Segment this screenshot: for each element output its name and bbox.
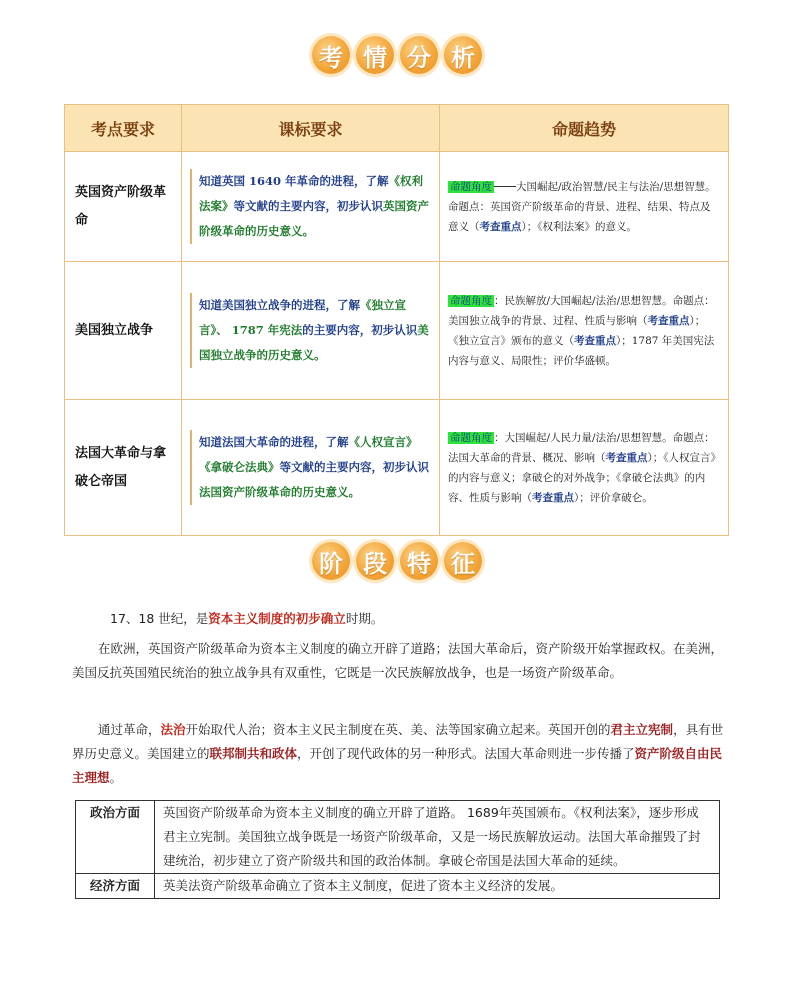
analysis-table — [64, 104, 729, 536]
banner-char: 段 — [356, 542, 394, 580]
exam-trend: 命题角度 ：民族解放/大国崛起/法治/思想智慧。命题点：美国独立战争的背景、过程、性质与影响（考查重点）；《独立宣言》颁布的意义（考查重点）；1787 年美国宪法内容与意义、局限性；评价华盛顿。 — [440, 262, 729, 400]
aspect-text: 英国资产阶级革命为资本主义制度的确立开辟了道路。 1689年英国颁布。《权利法案》，逐步形成君主立宪制。美国独立战争既是一场资产阶级革命，又是一场民族解放运动。法国大革命摧毁了封建统治，初步建立了资产阶级共和国的政治体制。拿破仑帝国是法国大革命的延续。 — [155, 801, 720, 874]
table-row — [65, 400, 729, 536]
header-point: 考点要求 — [65, 105, 182, 152]
table-row — [65, 262, 729, 400]
table-header-row — [65, 105, 729, 152]
exam-trend: 命题角度 大国崛起/政治智慧/民主与法治/思想智慧。命题点：英国资产阶级革命的背景、进程、结果、特点及意义（考查重点）；《权利法案》的意义。 — [440, 152, 729, 262]
table-row — [65, 152, 729, 262]
curriculum-requirement: 知道英国 1640 年革命的进程，了解《权利法案》等文献的主要内容，初步认识英国资产阶级革命的历史意义。 — [182, 152, 440, 262]
curriculum-requirement: 知道美国独立战争的进程，了解《独立宣言》、 1787 年宪法的主要内容，初步认识美国独立战争的历史意义。 — [182, 262, 440, 400]
stage-paragraph: 17、18 世纪，是资本主义制度的初步确立时期。 — [110, 611, 384, 626]
banner-char: 特 — [400, 542, 438, 580]
section-banner-stage — [0, 542, 794, 580]
banner-char: 情 — [356, 36, 394, 74]
aspect-label: 经济方面 — [76, 874, 155, 899]
aspect-text: 英美法资产阶级革命确立了资本主义制度，促进了资本主义经济的发展。 — [155, 874, 720, 899]
banner-char: 析 — [444, 36, 482, 74]
exam-point: 英国资产阶级革命 — [65, 152, 182, 262]
aspects-table — [75, 800, 720, 899]
banner-char: 考 — [312, 36, 350, 74]
banner-char: 阶 — [312, 542, 350, 580]
angle-tag: 命题角度 — [450, 180, 492, 193]
banner-char: 分 — [400, 36, 438, 74]
table-row — [76, 874, 720, 899]
table-row — [76, 801, 720, 874]
exam-point: 美国独立战争 — [65, 262, 182, 400]
aspect-label: 政治方面 — [76, 801, 155, 874]
stage-paragraph: 通过革命，法治开始取代人治；资本主义民主制度在英、美、法等国家确立起来。英国开创的君主立宪制，具有世界历史意义。美国建立的联邦制共和政体，开创了现代政体的另一种形式。法国大革命则进一步传播了资产阶级自由民主理想。 — [72, 722, 724, 785]
header-requirement: 课标要求 — [182, 105, 440, 152]
stage-paragraph: 在欧洲，英国资产阶级革命为资本主义制度的确立开辟了道路；法国大革命后，资产阶级开始掌握政权。在美洲，美国反抗英国殖民统治的独立战争具有双重性，它既是一次民族解放战争，也是一场资产阶级革命。 — [72, 641, 724, 680]
angle-tag: 命题角度 — [450, 431, 492, 444]
curriculum-requirement: 知道法国大革命的进程，了解《人权宣言》《拿破仑法典》等文献的主要内容，初步认识法国资产阶级革命的历史意义。 — [182, 400, 440, 536]
exam-trend: 命题角度 ：大国崛起/人民力量/法治/思想智慧。命题点：法国大革命的背景、概况、影响（考查重点）；《人权宣言》的内容与意义；拿破仑的对外战争；《拿破仑法典》的内容、性质与影响（考查重点）；评价拿破仑。 — [440, 400, 729, 536]
banner-char: 征 — [444, 542, 482, 580]
section-banner-analysis — [0, 36, 794, 74]
angle-tag: 命题角度 — [450, 294, 492, 307]
exam-point: 法国大革命与拿破仑帝国 — [65, 400, 182, 536]
header-trend: 命题趋势 — [440, 105, 729, 152]
